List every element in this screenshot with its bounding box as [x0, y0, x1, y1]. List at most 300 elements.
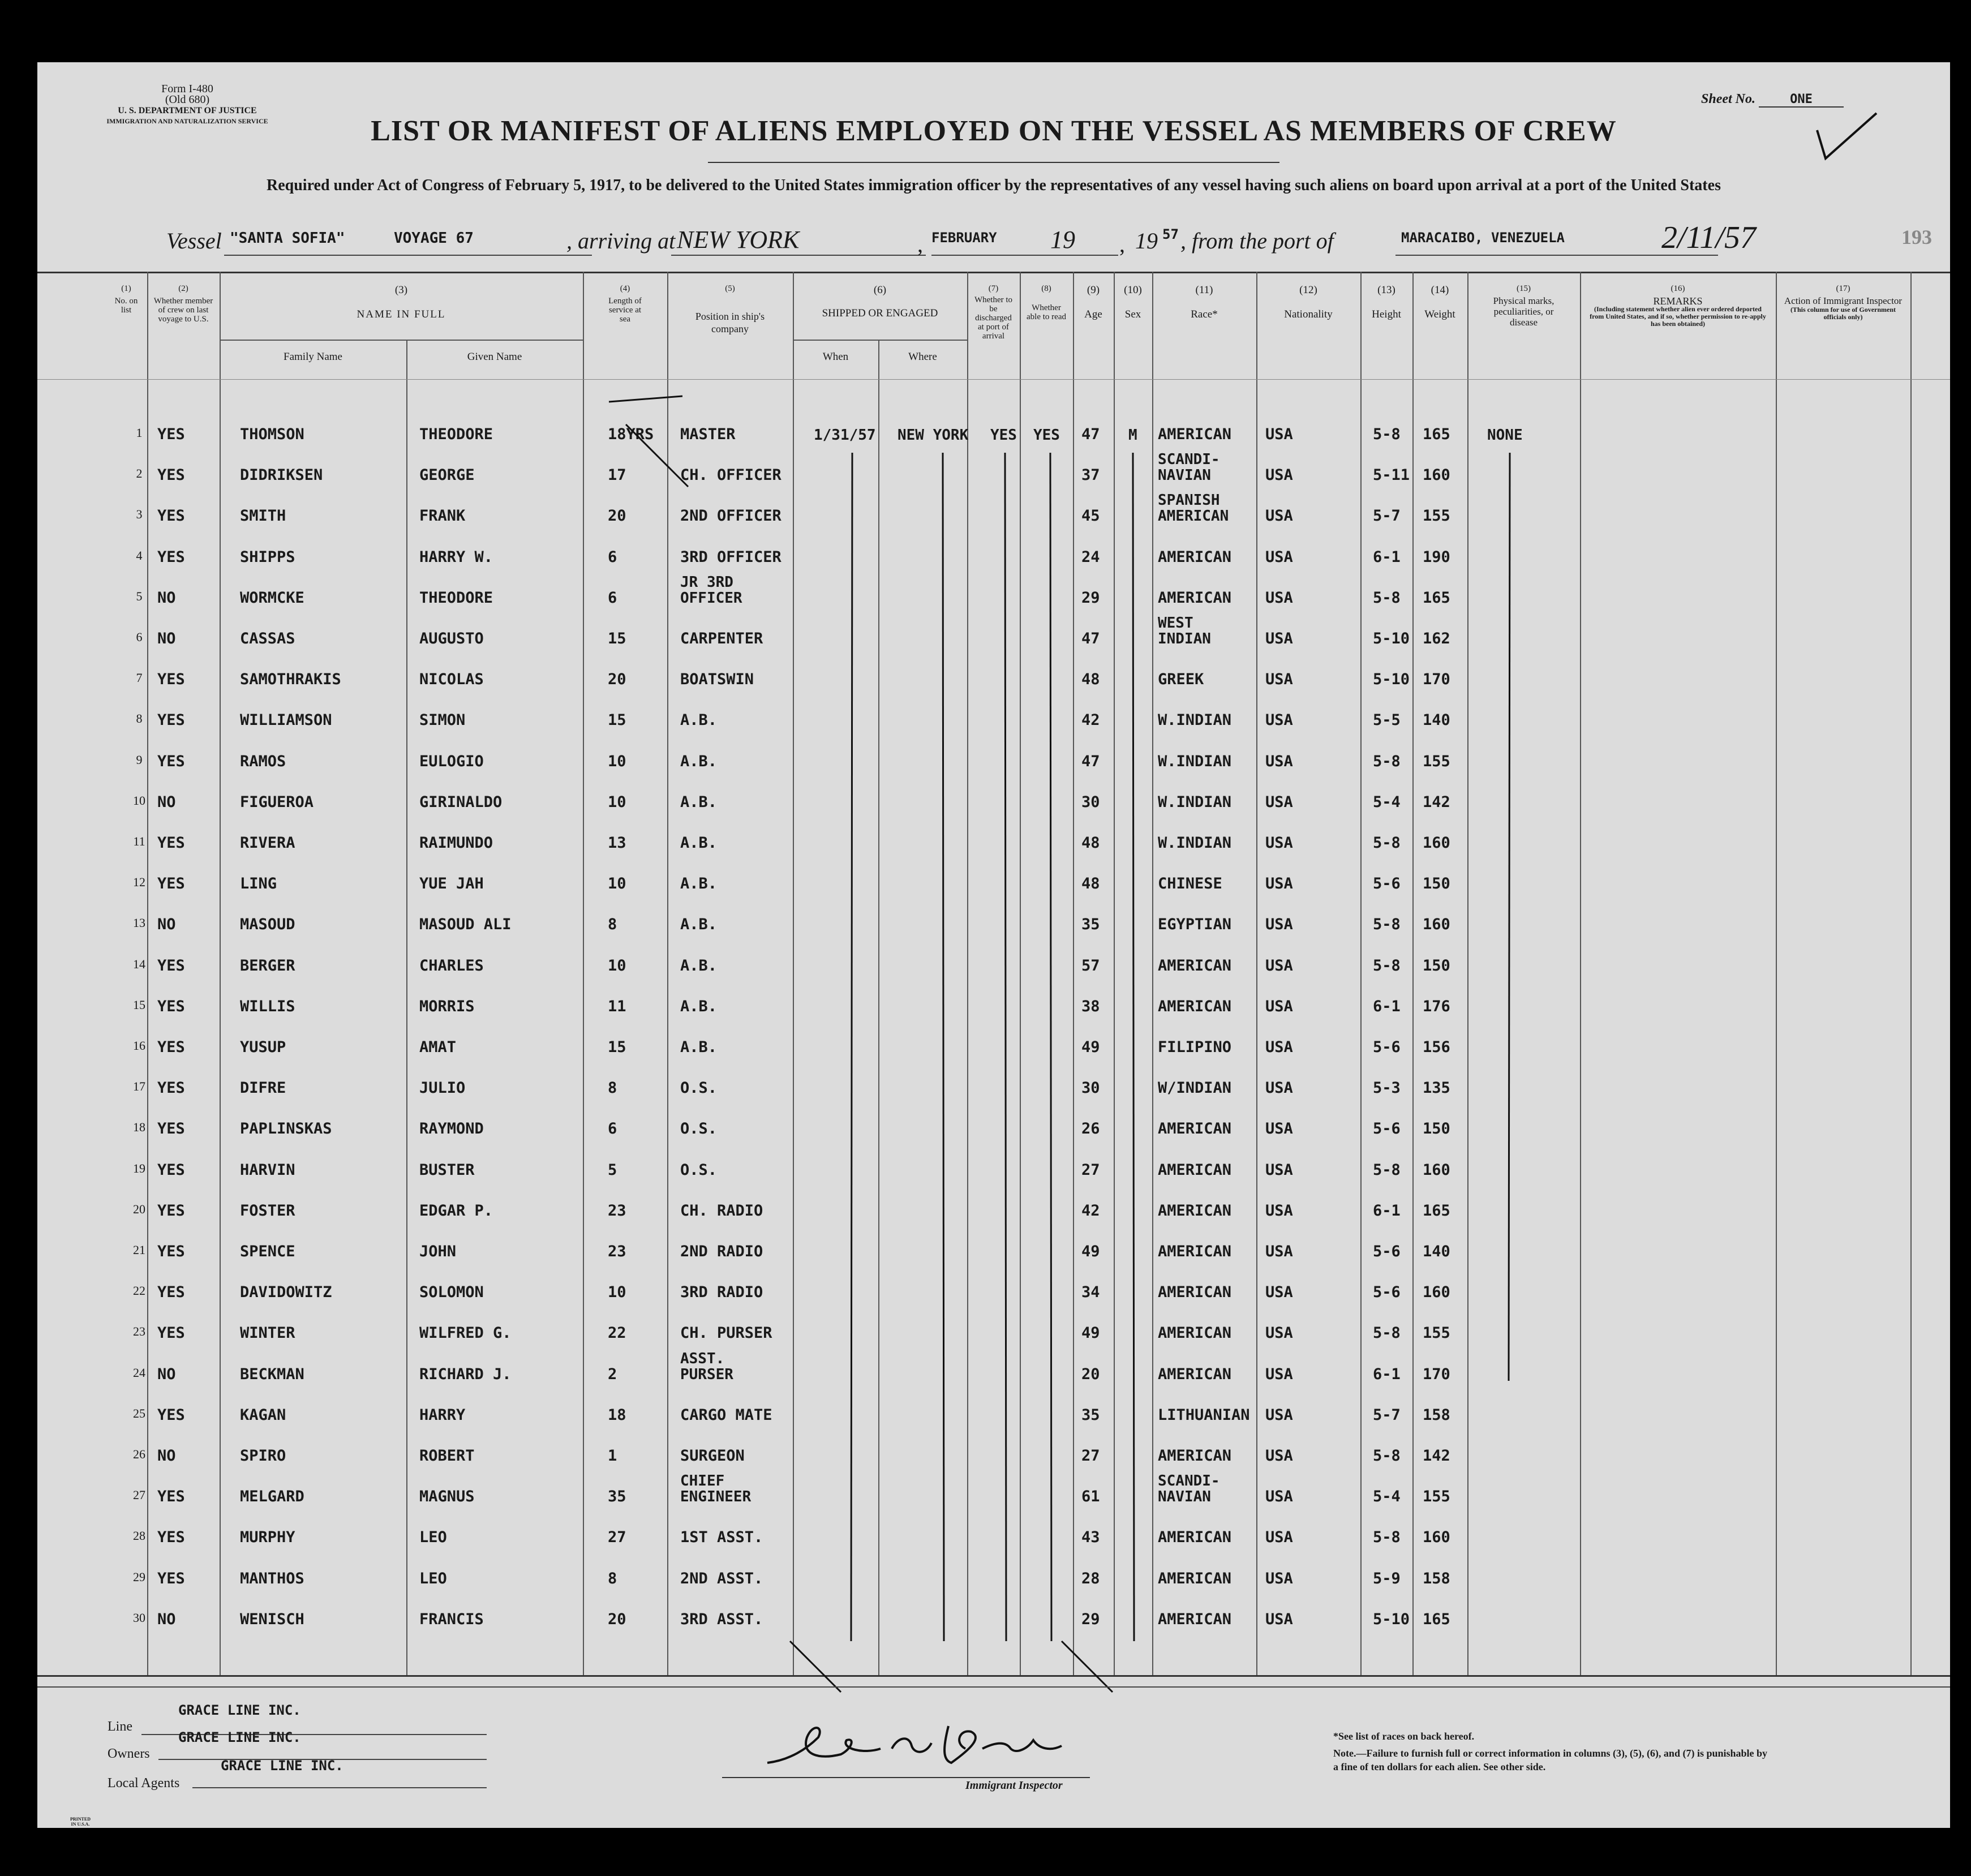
nationality: USA [1265, 752, 1293, 770]
nationality: USA [1265, 1610, 1293, 1628]
height: 5-4 [1373, 793, 1401, 811]
age: 42 [1081, 711, 1100, 729]
weight: 155 [1423, 752, 1450, 770]
nationality: USA [1265, 1201, 1293, 1220]
row-number: 16 [133, 1038, 145, 1053]
member-flag: YES [157, 466, 185, 484]
race: AMERICAN [1158, 1283, 1232, 1302]
nationality: USA [1265, 548, 1293, 566]
weight: 170 [1423, 1365, 1450, 1383]
nationality: USA [1265, 1365, 1293, 1383]
member-flag: YES [157, 1038, 185, 1056]
ship-position: JR 3RD OFFICER [680, 573, 742, 607]
row-number: 9 [136, 752, 143, 767]
height: 5-6 [1373, 875, 1401, 893]
age: 49 [1081, 1038, 1100, 1056]
col17-header: (17) Action of Immigrant Inspector (This column for use of Government officials only) [1784, 284, 1903, 321]
form-old: (Old 680) [165, 93, 210, 106]
races-note: *See list of races on back hereof. [1333, 1731, 1475, 1742]
weight: 160 [1423, 916, 1450, 934]
vessel-name: "SANTA SOFIA" [230, 230, 345, 247]
race: AMERICAN [1158, 1610, 1232, 1628]
col4-header: (4) Length of service at sea [608, 284, 642, 324]
row-number: 26 [133, 1447, 145, 1461]
ship-position: A.B. [680, 997, 718, 1015]
service-length: 6 [608, 589, 617, 607]
member-flag: YES [157, 1529, 185, 1547]
nationality: USA [1265, 1406, 1293, 1424]
member-flag: YES [157, 671, 185, 689]
row-number: 23 [133, 1324, 145, 1339]
ship-position: CH. PURSER [680, 1324, 772, 1342]
service-length: 5 [608, 1161, 617, 1179]
family-name: BERGER [240, 956, 295, 975]
row-number: 1 [136, 426, 143, 440]
sheet-label: Sheet No. [1701, 92, 1755, 106]
race: AMERICAN [1158, 997, 1232, 1015]
service-length: 1 [608, 1447, 617, 1465]
race: SPANISH AMERICAN [1158, 492, 1229, 525]
ship-position: 2ND ASST. [680, 1569, 763, 1587]
age: 30 [1081, 1079, 1100, 1097]
nationality: USA [1265, 1324, 1293, 1342]
row-number: 17 [133, 1079, 145, 1094]
agents-field [108, 1758, 492, 1797]
race: SCANDI- NAVIAN [1158, 451, 1220, 484]
service-length: 23 [608, 1201, 626, 1220]
arrival-port: NEW YORK [677, 226, 800, 254]
inspector-signature [756, 1715, 1107, 1777]
race: W.INDIAN [1158, 793, 1232, 811]
ship-position: A.B. [680, 711, 718, 729]
family-name: HARVIN [240, 1161, 295, 1179]
ship-position: A.B. [680, 834, 718, 852]
weight: 150 [1423, 875, 1450, 893]
row1-sex: M [1128, 427, 1137, 444]
ship-position: CH. OFFICER [680, 466, 781, 484]
height: 5-8 [1373, 752, 1401, 770]
given-name: SIMON [419, 711, 466, 729]
row-number: 22 [133, 1283, 145, 1298]
family-name: CASSAS [240, 630, 295, 647]
ship-position: BOATSWIN [680, 671, 754, 689]
member-flag: YES [157, 1283, 185, 1302]
row-number: 11 [133, 834, 145, 848]
row1-where: NEW YORK [898, 427, 969, 444]
arrival-month: FEBRUARY [931, 230, 997, 246]
given-name: MASOUD ALI [419, 916, 512, 934]
age: 49 [1081, 1324, 1100, 1342]
ship-position: CARPENTER [680, 630, 763, 647]
given-name: THEODORE [419, 589, 493, 607]
ship-position: 2ND OFFICER [680, 507, 781, 525]
member-flag: YES [157, 426, 185, 443]
family-name: DAVIDOWITZ [240, 1283, 332, 1302]
row-number: 4 [136, 548, 143, 563]
member-flag: NO [157, 1610, 176, 1628]
age: 35 [1081, 916, 1100, 934]
row-number: 18 [133, 1120, 145, 1135]
service-length: 17 [608, 466, 626, 484]
age: 24 [1081, 548, 1100, 566]
row-number: 19 [133, 1161, 145, 1175]
given-name: MORRIS [419, 997, 475, 1015]
height: 6-1 [1373, 1201, 1401, 1220]
given-name: RICHARD J. [419, 1365, 512, 1383]
given-name: JULIO [419, 1079, 466, 1097]
page-number: 193 [1901, 226, 1932, 248]
service-length: 11 [608, 997, 626, 1015]
weight: 142 [1423, 1447, 1450, 1465]
ship-position: O.S. [680, 1161, 718, 1179]
row-number: 10 [133, 793, 145, 808]
family-name: RAMOS [240, 752, 286, 770]
vessel-line: Vessel "SANTA SOFIA" VOYAGE 67 , arriving at NEW YORK , FEBRUARY 19 , 19 57 , from the port of MARACAIBO, VENEZUELA 2/11/57 193 [166, 220, 1932, 257]
family-name: WENISCH [240, 1610, 304, 1628]
family-name: WILLIAMSON [240, 711, 332, 729]
race: AMERICAN [1158, 1529, 1232, 1547]
nationality: USA [1265, 793, 1293, 811]
row-number: 25 [133, 1406, 145, 1420]
weight: 170 [1423, 671, 1450, 689]
member-flag: YES [157, 1324, 185, 1342]
family-name: KAGAN [240, 1406, 286, 1424]
col6-where-header: Where [908, 351, 937, 363]
service-length: 10 [608, 875, 626, 893]
weight: 160 [1423, 1529, 1450, 1547]
col13-header: (13) Height [1372, 284, 1401, 320]
member-flag: YES [157, 997, 185, 1015]
family-name: DIDRIKSEN [240, 466, 323, 484]
family-name: MANTHOS [240, 1569, 304, 1587]
height: 5-3 [1373, 1079, 1401, 1097]
service-length: 10 [608, 1283, 626, 1302]
col6-when-header: When [822, 351, 849, 363]
member-flag: YES [157, 875, 185, 893]
col12-header: (12) Nationality [1284, 284, 1333, 320]
service-length: 10 [608, 956, 626, 975]
height: 5-8 [1373, 426, 1401, 443]
col7-header: (7) Whether to be discharged at port of arrival [974, 284, 1013, 341]
family-name: RIVERA [240, 834, 295, 852]
given-name: MAGNUS [419, 1488, 475, 1506]
height: 5-6 [1373, 1038, 1401, 1056]
age: 47 [1081, 752, 1100, 770]
member-flag: NO [157, 793, 176, 811]
col9-header: (9) Age [1084, 284, 1102, 320]
given-name: AUGUSTO [419, 630, 484, 647]
age: 47 [1081, 630, 1100, 647]
height: 5-8 [1373, 1161, 1401, 1179]
given-name: LEO [419, 1569, 447, 1587]
service-length: 23 [608, 1243, 626, 1260]
ship-position: A.B. [680, 875, 718, 893]
height: 5-10 [1373, 1610, 1410, 1628]
ship-position: A.B. [680, 793, 718, 811]
nationality: USA [1265, 1161, 1293, 1179]
given-name: THEODORE [419, 426, 493, 443]
service-length: 8 [608, 916, 617, 934]
form-number: Form I-480 [161, 83, 213, 95]
age: 49 [1081, 1243, 1100, 1260]
col15-header: (15) Physical marks, peculiarities, or disease [1493, 284, 1555, 328]
col11-header: (11) Race* [1191, 284, 1218, 320]
member-flag: YES [157, 1120, 185, 1138]
given-name: SOLOMON [419, 1283, 484, 1302]
age: 35 [1081, 1406, 1100, 1424]
age: 61 [1081, 1488, 1100, 1506]
weight: 155 [1423, 1324, 1450, 1342]
ship-position: A.B. [680, 1038, 718, 1056]
race: AMERICAN [1158, 1243, 1232, 1260]
weight: 160 [1423, 1283, 1450, 1302]
service-length: 13 [608, 834, 626, 852]
nationality: USA [1265, 1529, 1293, 1547]
penalty-note: Note.—Failure to furnish full or correct information in columns (3), (5), (6), and (7) is punishable by a fine of ten dollars for each alien. See other side. [1333, 1748, 1768, 1772]
ship-position: 3RD OFFICER [680, 548, 781, 566]
col6-header: (6) SHIPPED OR ENGAGED [822, 284, 938, 319]
service-length: 15 [608, 1038, 626, 1056]
line-value: GRACE LINE INC. [178, 1702, 301, 1718]
member-flag: NO [157, 916, 176, 934]
service-length: 20 [608, 671, 626, 689]
member-flag: YES [157, 507, 185, 525]
family-name: WILLIS [240, 997, 295, 1015]
ship-position: 3RD ASST. [680, 1610, 763, 1628]
age: 20 [1081, 1365, 1100, 1383]
ship-position: 1ST ASST. [680, 1529, 763, 1547]
given-name: EDGAR P. [419, 1201, 493, 1220]
given-name: CHARLES [419, 956, 484, 975]
from-port: MARACAIBO, VENEZUELA [1401, 230, 1565, 246]
member-flag: YES [157, 548, 185, 566]
family-name: FOSTER [240, 1201, 295, 1220]
year-prefix: 19 [1135, 228, 1158, 254]
nationality: USA [1265, 916, 1293, 934]
height: 5-7 [1373, 1406, 1401, 1424]
height: 5-6 [1373, 1283, 1401, 1302]
row-number: 5 [136, 589, 143, 603]
age: 26 [1081, 1120, 1100, 1138]
given-name: BUSTER [419, 1161, 475, 1179]
age: 57 [1081, 956, 1100, 975]
weight: 176 [1423, 997, 1450, 1015]
col16-header: (16) REMARKS (Including statement whether alien ever ordered deported from United States, and if so, whether permission to re-apply has been obtained) [1590, 284, 1766, 328]
age: 48 [1081, 875, 1100, 893]
race: SCANDI- NAVIAN [1158, 1473, 1220, 1506]
printed-mark: PRINTED IN U.S.A. [70, 1817, 91, 1827]
row-number: 15 [133, 997, 145, 1012]
arriving-label: , arriving at [566, 228, 676, 254]
row-number: 8 [136, 711, 143, 726]
service-length: 10 [608, 752, 626, 770]
col3-header: (3) NAME IN FULL [357, 284, 446, 320]
member-flag: NO [157, 1365, 176, 1383]
race: GREEK [1158, 671, 1204, 689]
family-name: SHIPPS [240, 548, 295, 566]
race: AMERICAN [1158, 589, 1232, 607]
height: 5-5 [1373, 711, 1401, 729]
ship-position: A.B. [680, 916, 718, 934]
service-length: 20 [608, 507, 626, 525]
race: AMERICAN [1158, 548, 1232, 566]
member-flag: NO [157, 1447, 176, 1465]
ship-position: SURGEON [680, 1447, 745, 1465]
age: 48 [1081, 834, 1100, 852]
ship-position: ASST. PURSER [680, 1350, 733, 1383]
ship-position: CH. RADIO [680, 1201, 763, 1220]
row-number: 24 [133, 1365, 145, 1380]
height: 5-8 [1373, 589, 1401, 607]
member-flag: YES [157, 956, 185, 975]
service-length: 10 [608, 793, 626, 811]
service-length: 15 [608, 711, 626, 729]
col1-header: (1) No. on list [114, 284, 138, 315]
height: 5-10 [1373, 671, 1410, 689]
member-flag: YES [157, 1406, 185, 1424]
nationality: USA [1265, 1079, 1293, 1097]
vessel-label: Vessel [166, 228, 222, 254]
ship-position: 2ND RADIO [680, 1243, 763, 1260]
race: AMERICAN [1158, 956, 1232, 975]
nationality: USA [1265, 1038, 1293, 1056]
family-name: THOMSON [240, 426, 304, 443]
given-name: HARRY W. [419, 548, 493, 566]
service-length: 22 [608, 1324, 626, 1342]
race: AMERICAN [1158, 1324, 1232, 1342]
owners-value: GRACE LINE INC. [178, 1729, 301, 1745]
ship-position: O.S. [680, 1120, 718, 1138]
age: 27 [1081, 1161, 1100, 1179]
member-flag: YES [157, 1079, 185, 1097]
weight: 142 [1423, 793, 1450, 811]
row-number: 14 [133, 956, 145, 971]
given-name: RAYMOND [419, 1120, 484, 1138]
row-number: 27 [133, 1488, 145, 1502]
weight: 160 [1423, 466, 1450, 484]
member-flag: NO [157, 630, 176, 647]
service-length: 2 [608, 1365, 617, 1383]
weight: 155 [1423, 1488, 1450, 1506]
nationality: USA [1265, 466, 1293, 484]
age: 29 [1081, 589, 1100, 607]
height: 5-8 [1373, 1447, 1401, 1465]
given-name: RAIMUNDO [419, 834, 493, 852]
ship-position: 3RD RADIO [680, 1283, 763, 1302]
nationality: USA [1265, 875, 1293, 893]
given-name: YUE JAH [419, 875, 484, 893]
race: W.INDIAN [1158, 834, 1232, 852]
race: EGYPTIAN [1158, 916, 1232, 934]
nationality: USA [1265, 1243, 1293, 1260]
signature-rule [722, 1777, 1090, 1778]
nationality: USA [1265, 711, 1293, 729]
row-number: 12 [133, 875, 145, 890]
owners-label: Owners [108, 1746, 150, 1761]
weight: 165 [1423, 589, 1450, 607]
row-number: 13 [133, 916, 145, 930]
age: 28 [1081, 1569, 1100, 1587]
height: 5-10 [1373, 630, 1410, 647]
row-number: 29 [133, 1569, 145, 1584]
page-title: LIST OR MANIFEST OF ALIENS EMPLOYED ON THE VESSEL AS MEMBERS OF CREW [371, 115, 1617, 147]
weight: 156 [1423, 1038, 1450, 1056]
weight: 165 [1423, 426, 1450, 443]
inspector-label: Immigrant Inspector [965, 1779, 1063, 1792]
given-name: HARRY [419, 1406, 466, 1424]
service-length: 6 [608, 1120, 617, 1138]
nationality: USA [1265, 1447, 1293, 1465]
age: 43 [1081, 1529, 1100, 1547]
family-name: DIFRE [240, 1079, 286, 1097]
given-name: JOHN [419, 1243, 457, 1260]
race: W.INDIAN [1158, 752, 1232, 770]
race: AMERICAN [1158, 426, 1232, 443]
race: W.INDIAN [1158, 711, 1232, 729]
nationality: USA [1265, 997, 1293, 1015]
race: AMERICAN [1158, 1120, 1232, 1138]
row1-read: YES [1033, 427, 1060, 444]
ship-position: O.S. [680, 1079, 718, 1097]
service-length: 27 [608, 1529, 626, 1547]
service-length: 35 [608, 1488, 626, 1506]
row-number: 21 [133, 1243, 145, 1257]
height: 5-8 [1373, 1324, 1401, 1342]
weight: 140 [1423, 1243, 1450, 1260]
member-flag: YES [157, 834, 185, 852]
weight: 160 [1423, 834, 1450, 852]
family-name: MASOUD [240, 916, 295, 934]
given-name: FRANK [419, 507, 466, 525]
ship-position: MASTER [680, 426, 736, 443]
race: FILIPINO [1158, 1038, 1232, 1056]
given-name: NICOLAS [419, 671, 484, 689]
form-dept: U. S. DEPARTMENT OF JUSTICE [118, 106, 257, 115]
service-length: 15 [608, 630, 626, 647]
member-flag: YES [157, 711, 185, 729]
ship-position: CHIEF ENGINEER [680, 1473, 752, 1506]
service-length: 8 [608, 1569, 617, 1587]
weight: 140 [1423, 711, 1450, 729]
member-flag: YES [157, 752, 185, 770]
nationality: USA [1265, 956, 1293, 975]
weight: 162 [1423, 630, 1450, 647]
age: 30 [1081, 793, 1100, 811]
row-number: 7 [136, 671, 143, 685]
race: AMERICAN [1158, 1365, 1232, 1383]
family-name: WORMCKE [240, 589, 304, 607]
race: AMERICAN [1158, 1569, 1232, 1587]
height: 5-4 [1373, 1488, 1401, 1506]
age: 27 [1081, 1447, 1100, 1465]
height: 6-1 [1373, 548, 1401, 566]
given-name: ROBERT [419, 1447, 475, 1465]
row-number: 30 [133, 1610, 145, 1625]
ship-position: CARGO MATE [680, 1406, 772, 1424]
race: AMERICAN [1158, 1161, 1232, 1179]
height: 5-6 [1373, 1243, 1401, 1260]
ship-position: A.B. [680, 956, 718, 975]
row1-when: 1/31/57 [814, 427, 876, 444]
weight: 160 [1423, 1161, 1450, 1179]
race: AMERICAN [1158, 1201, 1232, 1220]
nationality: USA [1265, 834, 1293, 852]
ditto-lines [37, 62, 1950, 1703]
nationality: USA [1265, 589, 1293, 607]
member-flag: YES [157, 1488, 185, 1506]
family-name: SPIRO [240, 1447, 286, 1465]
height: 5-8 [1373, 834, 1401, 852]
